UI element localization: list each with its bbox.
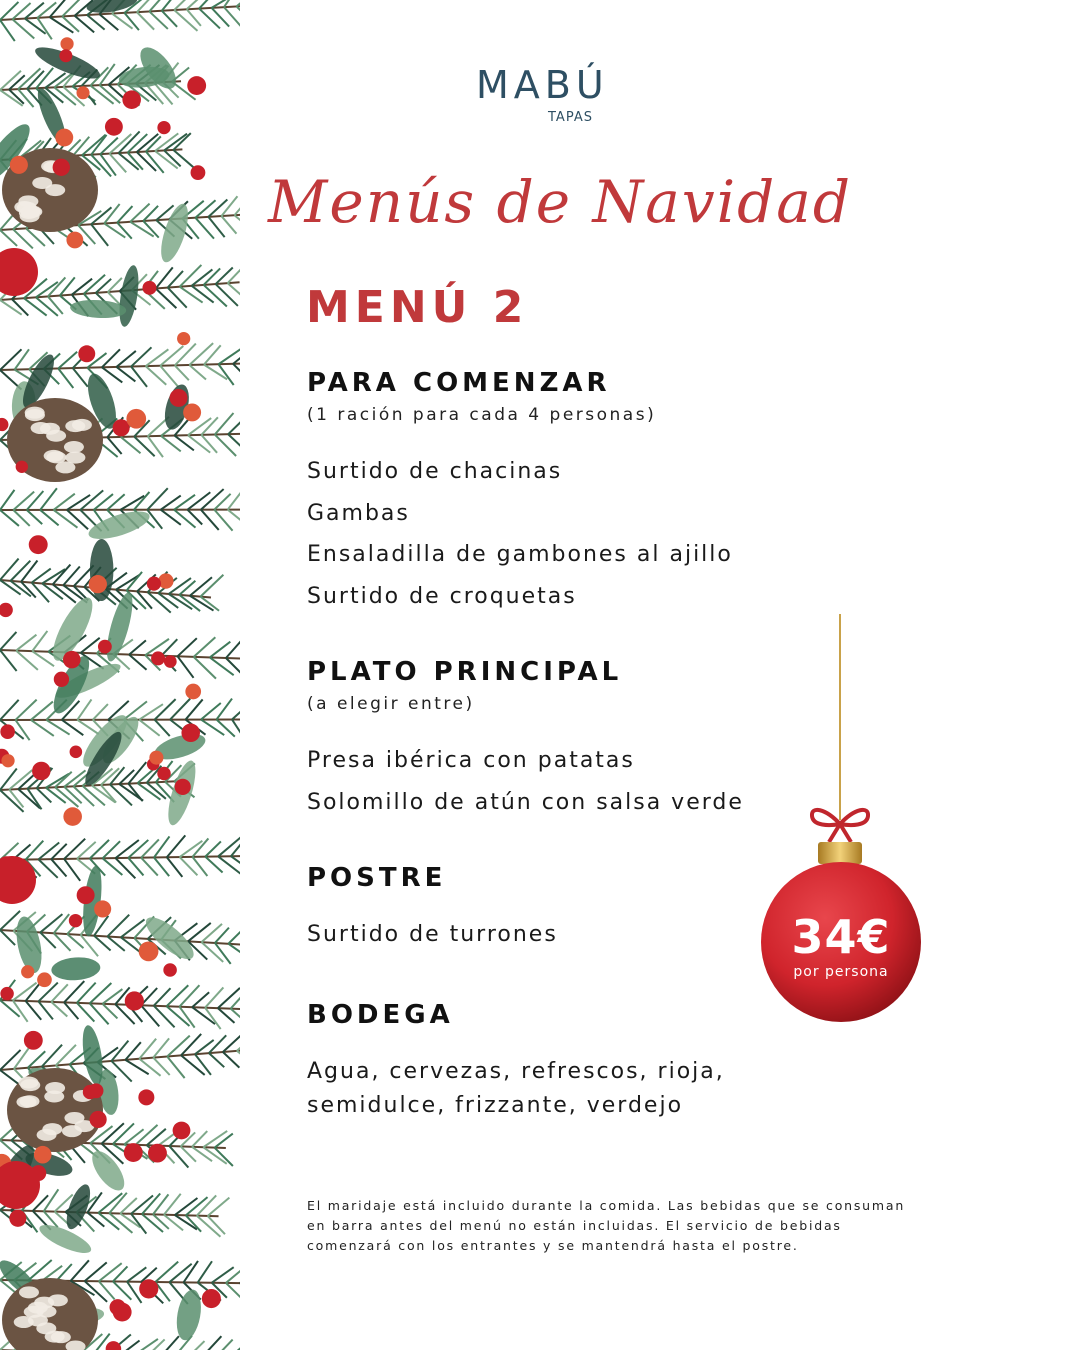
brand-subtitle: TAPAS [548,110,593,125]
menu-item: Gambas [307,501,410,526]
menu-item: Surtido de turrones [307,922,558,947]
section-heading-bodega: BODEGA [307,1000,454,1030]
christmas-garland-decoration [0,0,240,1350]
menu-item: Agua, cervezas, refrescos, rioja, [307,1059,725,1084]
disclaimer-text: El maridaje está incluido durante la comida. Las bebidas que se consuman en barra antes del menú no están incluidas. El servicio de bebidas comenzará con los entrantes y se mantendrá hasta el postre. [307,1198,906,1253]
section-note-principal: (a elegir entre) [307,694,475,714]
menu-item: Surtido de croquetas [307,584,577,609]
section-heading-comenzar: PARA COMENZAR [307,368,611,398]
menu-title: MENÚ 2 [306,282,529,333]
brand-name: MABÚ [476,63,609,107]
menu-item: Ensaladilla de gambones al ajillo [307,542,733,567]
menu-item: semidulce, frizzante, verdejo [307,1093,684,1118]
script-title: Menús de Navidad [268,168,852,236]
menu-item: Solomillo de atún con salsa verde [307,790,744,815]
menu-item: Presa ibérica con patatas [307,748,635,773]
price-value: 34€ [791,910,891,964]
price-label: por persona [793,964,889,980]
section-heading-principal: PLATO PRINCIPAL [307,657,623,687]
section-note-comenzar: (1 ración para cada 4 personas) [307,405,657,425]
brand-logo [476,63,609,125]
menu-item: Surtido de chacinas [307,459,563,484]
section-heading-postre: POSTRE [307,863,447,893]
